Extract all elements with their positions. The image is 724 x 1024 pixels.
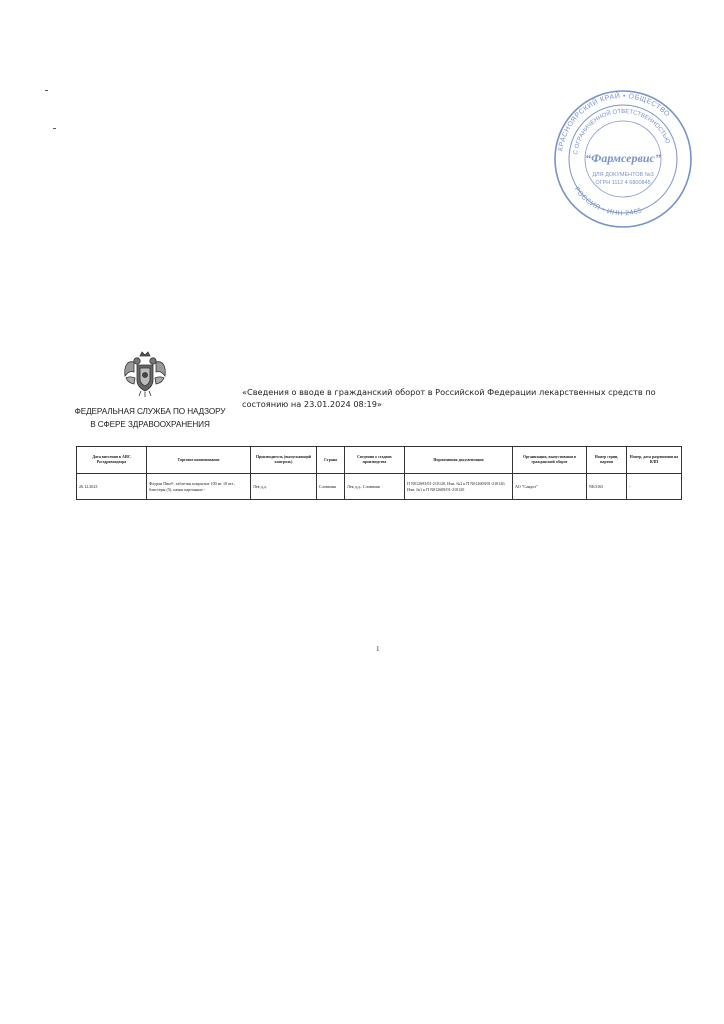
column-header: Дата внесения в АИС Росздравнадзора xyxy=(77,447,147,474)
column-header: Нормативная документация xyxy=(405,447,513,474)
table-header-row xyxy=(77,447,682,474)
column-header: Организация, выпустившая в гражданский оборот xyxy=(513,447,587,474)
stamp-docs-text: ДЛЯ ДОКУМЕНТОВ №3 xyxy=(592,172,654,178)
document-title: «Сведения о вводе в гражданский оборот в Российской Федерации лекарственных средств по состоянию на 23.01.2024 08:19» xyxy=(242,387,656,409)
agency-name-line2: В СФЕРЕ ЗДРАВООХРАНЕНИЯ xyxy=(90,419,210,429)
agency-name xyxy=(70,406,230,431)
svg-text:РОССИЯ • ИНН 2465 xyxy=(573,186,644,217)
stamp-ogrn-text: ОГРН 1112 4 6800845 xyxy=(595,180,651,186)
cell-trade-name: Флуран Пин®, таблетки покрытые 100 мг 10 шт., блистеры (5), пачки картонные - xyxy=(147,474,251,500)
stamp-company-name: “Фармсервис” xyxy=(585,151,661,165)
cell-permit: - xyxy=(627,474,682,500)
cell-date: 26.12.2023 xyxy=(77,474,147,500)
cell-organization: АО "Сандоз" xyxy=(513,474,587,500)
cell-batch-number: NK3165 xyxy=(587,474,627,500)
column-header: Номер серии, партии xyxy=(587,447,627,474)
column-header: Сведения о стадиях производства xyxy=(345,447,405,474)
agency-name-line1: ФЕДЕРАЛЬНАЯ СЛУЖБА ПО НАДЗОРУ xyxy=(74,407,226,416)
scan-speck xyxy=(45,90,48,91)
column-header: Страна xyxy=(317,447,345,474)
company-stamp xyxy=(552,88,694,230)
stamp-inner-text: С ОГРАНИЧЕННОЙ ОТВЕТСТВЕННОСТЬЮ xyxy=(573,108,671,155)
cell-normative-docs: П N012693/01-210120, Изм. №2 к П N012609/01-210120, Изм. №1 к П N012609/01-210120 xyxy=(405,474,513,500)
column-header: Номер, дата разрешения на ВЛП xyxy=(627,447,682,474)
cell-production-stages: Лек д.д., Словения xyxy=(345,474,405,500)
double-headed-eagle-icon xyxy=(122,350,168,398)
page-number: 1 xyxy=(376,645,380,653)
stamp-outer-text: КРАСНОЯРСКИЙ КРАЙ • ОБЩЕСТВО xyxy=(557,92,671,152)
scan-speck xyxy=(53,128,56,129)
column-header: Торговое наименование xyxy=(147,447,251,474)
registry-table xyxy=(76,446,682,500)
table-row xyxy=(77,474,682,500)
cell-manufacturer: Лек д.д. xyxy=(251,474,317,500)
cell-country: Словения xyxy=(317,474,345,500)
stamp-bottom-text: РОССИЯ • ИНН 2465 xyxy=(572,185,644,218)
column-header: Производитель (выпускающий контроль) xyxy=(251,447,317,474)
